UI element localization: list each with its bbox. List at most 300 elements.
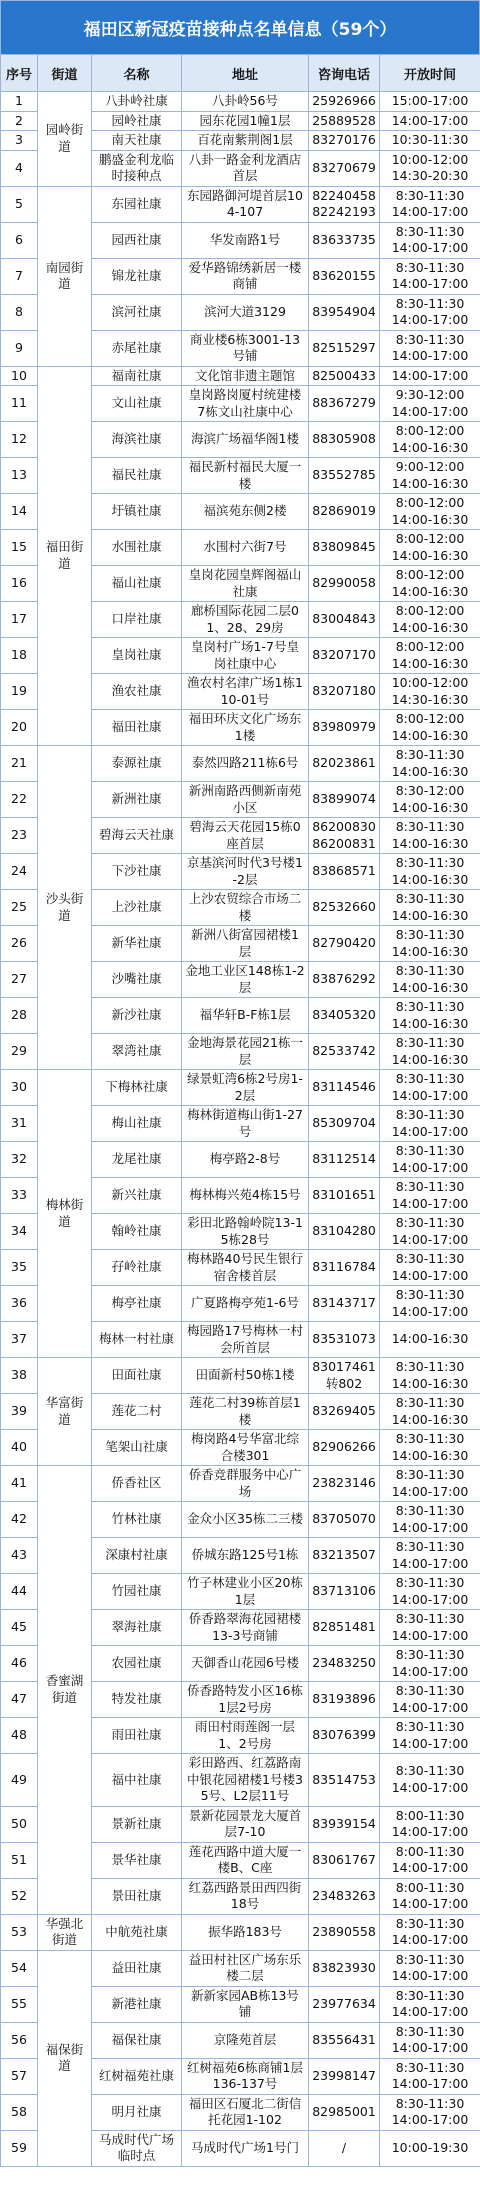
row-number: 6 bbox=[1, 222, 38, 258]
site-phone bbox=[309, 386, 380, 422]
time-slot: 8:30-11:30 bbox=[395, 1107, 465, 1122]
site-address: 梅林路40号民生银行宿舍楼首层 bbox=[182, 1250, 309, 1286]
site-address: 金地工业区148栋1-2层 bbox=[182, 962, 309, 998]
site-phone bbox=[309, 1574, 380, 1610]
time-slot: 14:00-17:00 bbox=[391, 240, 469, 255]
row-number: 48 bbox=[1, 1718, 38, 1754]
phone-number: 83101651 bbox=[312, 1187, 376, 1203]
site-phone bbox=[309, 710, 380, 746]
opening-hours bbox=[380, 2058, 480, 2094]
phone-number: 82500433 bbox=[312, 367, 376, 383]
table-row bbox=[1, 186, 480, 222]
site-phone bbox=[309, 1914, 380, 1950]
time-slot: 14:00-16:30 bbox=[391, 475, 469, 491]
time-slot: 14:00-17:00 bbox=[391, 1087, 469, 1103]
header-row bbox=[1, 55, 480, 92]
site-name: 赤尾社康 bbox=[92, 330, 182, 366]
site-name: 下梅林社康 bbox=[92, 1070, 182, 1106]
row-number: 11 bbox=[1, 386, 38, 422]
opening-hours bbox=[380, 1806, 480, 1842]
site-name: 新洲社康 bbox=[92, 782, 182, 818]
phone-number: 83112514 bbox=[312, 1151, 376, 1167]
site-phone bbox=[309, 1538, 380, 1574]
site-address: 京基滨河时代3号楼1-2层 bbox=[182, 854, 309, 890]
site-address: 彩田路西、红荔路南中银花园裙楼1号楼35号、L2层11号 bbox=[182, 1754, 309, 1807]
site-address: 福民新村福民大厦一楼 bbox=[182, 458, 309, 494]
time-slot: 14:00-17:00 bbox=[391, 2040, 469, 2055]
site-name: 笔架山社康 bbox=[92, 1430, 182, 1466]
site-address: 梅岗路4号华富北综合楼301 bbox=[182, 1430, 309, 1466]
row-number: 55 bbox=[1, 1986, 38, 2022]
phone-number: 86200830 bbox=[312, 819, 376, 834]
time-slot: 10:30-11:30 bbox=[391, 132, 469, 147]
site-name: 翠湾社康 bbox=[92, 1034, 182, 1070]
opening-hours bbox=[380, 1178, 480, 1214]
row-number: 49 bbox=[1, 1754, 38, 1807]
phone-number: 83556431 bbox=[312, 2031, 376, 2047]
time-slot: 14:00-16:30 bbox=[391, 1375, 469, 1391]
site-phone bbox=[309, 1754, 380, 1807]
row-number: 38 bbox=[1, 1358, 38, 1394]
site-address: 景新花园景龙大厦首层7-10 bbox=[182, 1806, 309, 1842]
opening-hours bbox=[380, 458, 480, 494]
site-address: 东园路御河堤首层104-107 bbox=[182, 186, 309, 222]
opening-hours bbox=[380, 1842, 480, 1878]
site-phone bbox=[309, 1718, 380, 1754]
time-slot: 8:00-12:00 bbox=[395, 423, 465, 438]
phone-number: 23977634 bbox=[312, 1995, 376, 2011]
time-slot: 14:00-16:30 bbox=[391, 511, 469, 527]
time-slot: 8:30-11:30 bbox=[395, 1035, 465, 1050]
table-row bbox=[1, 1466, 480, 1502]
opening-hours bbox=[380, 962, 480, 998]
site-name: 南天社康 bbox=[92, 131, 182, 151]
phone-number: 82515297 bbox=[312, 339, 376, 355]
opening-hours bbox=[380, 1214, 480, 1250]
site-address: 文化馆非遗主题馆 bbox=[182, 366, 309, 386]
site-address: 泰然四路211栋6号 bbox=[182, 746, 309, 782]
column-header-name: 名称 bbox=[92, 55, 182, 92]
opening-hours bbox=[380, 566, 480, 602]
table-row bbox=[1, 1070, 480, 1106]
time-slot: 14:00-17:00 bbox=[391, 112, 469, 128]
opening-hours bbox=[380, 782, 480, 818]
opening-hours bbox=[380, 294, 480, 330]
time-slot: 14:00-17:00 bbox=[391, 312, 469, 327]
row-number: 3 bbox=[1, 131, 38, 151]
phone-number: 83954904 bbox=[312, 303, 376, 319]
time-slot: 14:30-16:30 bbox=[391, 691, 469, 707]
row-number: 50 bbox=[1, 1806, 38, 1842]
site-name: 碧海云天社康 bbox=[92, 818, 182, 854]
phone-number: 83531073 bbox=[312, 1331, 376, 1347]
site-address: 皇岗村广场1-7号皇岗社康中心 bbox=[182, 638, 309, 674]
site-phone bbox=[309, 926, 380, 962]
opening-hours bbox=[380, 2022, 480, 2058]
site-name: 梅林一村社康 bbox=[92, 1322, 182, 1358]
phone-number: 83514753 bbox=[312, 1771, 376, 1787]
site-address: 彩田北路翰岭院13-15栋28号 bbox=[182, 1214, 309, 1250]
row-number: 28 bbox=[1, 998, 38, 1034]
time-slot: 14:00-16:30 bbox=[391, 547, 469, 563]
site-address: 碧海云天花园15栋0座首层 bbox=[182, 818, 309, 854]
opening-hours bbox=[380, 494, 480, 530]
phone-number: 25889528 bbox=[312, 112, 376, 128]
time-slot: 8:30-12:00 bbox=[395, 783, 465, 798]
opening-hours bbox=[380, 186, 480, 222]
site-address: 梅亭路2-8号 bbox=[182, 1142, 309, 1178]
site-name: 红树福苑社康 bbox=[92, 2058, 182, 2094]
row-number: 35 bbox=[1, 1250, 38, 1286]
site-phone bbox=[309, 366, 380, 386]
row-number: 39 bbox=[1, 1394, 38, 1430]
opening-hours bbox=[380, 131, 480, 151]
time-slot: 8:30-11:30 bbox=[395, 1987, 465, 2003]
opening-hours bbox=[380, 818, 480, 854]
site-name: 文山社康 bbox=[92, 386, 182, 422]
time-slot: 9:00-12:00 bbox=[395, 459, 465, 474]
row-number: 42 bbox=[1, 1502, 38, 1538]
time-slot: 14:00-17:00 bbox=[391, 1968, 469, 1983]
time-slot: 14:00-17:00 bbox=[391, 1627, 469, 1643]
site-address: 福田区石厦北二街信托花园1-102 bbox=[182, 2094, 309, 2130]
site-address: 华发南路1号 bbox=[182, 222, 309, 258]
opening-hours bbox=[380, 1574, 480, 1610]
site-address: 新洲八街富园裙楼1层 bbox=[182, 926, 309, 962]
opening-hours bbox=[380, 890, 480, 926]
time-slot: 14:00-16:30 bbox=[391, 619, 469, 635]
page-title: 福田区新冠疫苗接种点名单信息（59个） bbox=[0, 0, 480, 54]
phone-number: 83116784 bbox=[312, 1259, 376, 1275]
row-number: 5 bbox=[1, 186, 38, 222]
row-number: 20 bbox=[1, 710, 38, 746]
site-address: 百花南紫荆阁1层 bbox=[182, 131, 309, 151]
site-address: 渔农村名津广场1栋110-01号 bbox=[182, 674, 309, 710]
site-phone bbox=[309, 1322, 380, 1358]
site-name: 田面社康 bbox=[92, 1358, 182, 1394]
opening-hours bbox=[380, 2130, 480, 2166]
site-phone bbox=[309, 92, 380, 112]
site-name: 下沙社康 bbox=[92, 854, 182, 890]
phone-number: 83868571 bbox=[312, 863, 376, 879]
site-phone bbox=[309, 1070, 380, 1106]
site-address: 梅园路17号梅林一村会所首层 bbox=[182, 1322, 309, 1358]
time-slot: 14:00-17:00 bbox=[391, 1267, 469, 1283]
time-slot: 8:30-11:30 bbox=[395, 1763, 465, 1779]
site-phone bbox=[309, 186, 380, 222]
time-slot: 8:00-11:30 bbox=[395, 1807, 465, 1823]
row-number: 9 bbox=[1, 330, 38, 366]
site-name: 园岭社康 bbox=[92, 111, 182, 131]
opening-hours bbox=[380, 1986, 480, 2022]
opening-hours bbox=[380, 1142, 480, 1178]
table-row bbox=[1, 366, 480, 386]
time-slot: 8:30-11:30 bbox=[395, 819, 465, 834]
street-name: 南园街道 bbox=[38, 186, 92, 366]
time-slot: 8:30-11:30 bbox=[395, 1179, 465, 1194]
phone-number: 83004843 bbox=[312, 611, 376, 627]
phone-number: 82906266 bbox=[312, 1439, 376, 1455]
opening-hours bbox=[380, 1430, 480, 1466]
site-address: 雨田村雨莲阁一层1、2号房 bbox=[182, 1718, 309, 1754]
row-number: 51 bbox=[1, 1842, 38, 1878]
site-name: 景新社康 bbox=[92, 1806, 182, 1842]
time-slot: 8:30-11:30 bbox=[395, 2023, 465, 2039]
site-address: 八卦岭56号 bbox=[182, 92, 309, 112]
time-slot: 8:00-12:00 bbox=[395, 711, 465, 726]
site-name: 福民社康 bbox=[92, 458, 182, 494]
site-name: 梅山社康 bbox=[92, 1106, 182, 1142]
site-phone bbox=[309, 674, 380, 710]
time-slot: 14:00-17:00 bbox=[391, 1824, 469, 1839]
opening-hours bbox=[380, 1718, 480, 1754]
phone-number: 23998147 bbox=[312, 2067, 376, 2083]
time-slot: 10:00-12:00 bbox=[391, 151, 469, 167]
time-slot: 8:30-11:30 bbox=[395, 891, 465, 906]
site-name: 莲花二村 bbox=[92, 1394, 182, 1430]
row-number: 13 bbox=[1, 458, 38, 494]
phone-number: 83823930 bbox=[312, 1959, 376, 1975]
time-slot: 10:00-12:00 bbox=[391, 675, 469, 690]
site-phone bbox=[309, 2094, 380, 2130]
time-slot: 14:00-16:30 bbox=[391, 763, 469, 779]
row-number: 41 bbox=[1, 1466, 38, 1502]
opening-hours bbox=[380, 530, 480, 566]
time-slot: 15:00-17:00 bbox=[391, 93, 469, 108]
opening-hours bbox=[380, 422, 480, 458]
site-name: 水围社康 bbox=[92, 530, 182, 566]
phone-number: 82023861 bbox=[312, 755, 376, 771]
time-slot: 14:00-17:00 bbox=[391, 1663, 469, 1679]
site-address: 侨香路特发小区16栋1层2号房 bbox=[182, 1682, 309, 1718]
time-slot: 8:30-11:30 bbox=[395, 1915, 465, 1931]
site-phone bbox=[309, 1842, 380, 1878]
site-name: 深康村社康 bbox=[92, 1538, 182, 1574]
table-row bbox=[1, 1358, 480, 1394]
time-slot: 8:30-11:30 bbox=[395, 1431, 465, 1446]
phone-number: 83193896 bbox=[312, 1691, 376, 1707]
row-number: 22 bbox=[1, 782, 38, 818]
time-slot: 14:00-17:00 bbox=[391, 276, 469, 291]
row-number: 59 bbox=[1, 2130, 38, 2166]
row-number: 2 bbox=[1, 111, 38, 131]
site-phone bbox=[309, 854, 380, 890]
opening-hours bbox=[380, 92, 480, 112]
time-slot: 14:00-16:30 bbox=[391, 979, 469, 995]
time-slot: 14:00-17:00 bbox=[391, 1932, 469, 1947]
phone-number: 83980979 bbox=[312, 719, 376, 735]
opening-hours bbox=[380, 1322, 480, 1358]
table-row bbox=[1, 1950, 480, 1986]
row-number: 24 bbox=[1, 854, 38, 890]
table-body bbox=[1, 92, 480, 2167]
site-name: 福中社康 bbox=[92, 1754, 182, 1807]
site-phone bbox=[309, 1106, 380, 1142]
street-name: 华富街道 bbox=[38, 1358, 92, 1466]
time-slot: 10:00-19:30 bbox=[391, 2139, 469, 2155]
site-phone bbox=[309, 2130, 380, 2166]
site-address: 上沙农贸综合市场二楼 bbox=[182, 890, 309, 926]
site-phone bbox=[309, 150, 380, 186]
site-name: 泰源社康 bbox=[92, 746, 182, 782]
phone-number: 83207180 bbox=[312, 683, 376, 699]
opening-hours bbox=[380, 1754, 480, 1807]
row-number: 53 bbox=[1, 1914, 38, 1950]
time-slot: 8:30-11:30 bbox=[395, 1683, 465, 1698]
site-phone bbox=[309, 2022, 380, 2058]
time-slot: 14:00-17:00 bbox=[391, 1519, 469, 1535]
time-slot: 8:00-11:30 bbox=[395, 1843, 465, 1859]
site-address: 八卦一路金利龙酒店首层 bbox=[182, 150, 309, 186]
row-number: 23 bbox=[1, 818, 38, 854]
opening-hours bbox=[380, 674, 480, 710]
site-phone bbox=[309, 111, 380, 131]
time-slot: 8:00-12:00 bbox=[395, 531, 465, 546]
site-name: 新华社康 bbox=[92, 926, 182, 962]
time-slot: 14:00-17:00 bbox=[391, 1195, 469, 1211]
site-address: 侨香竞群服务中心广场 bbox=[182, 1466, 309, 1502]
site-name: 龙尾社康 bbox=[92, 1142, 182, 1178]
time-slot: 8:00-12:00 bbox=[395, 567, 465, 582]
site-phone bbox=[309, 131, 380, 151]
site-phone bbox=[309, 962, 380, 998]
time-slot: 8:30-11:30 bbox=[395, 1359, 465, 1374]
site-name: 农园社康 bbox=[92, 1646, 182, 1682]
time-slot: 8:30-11:30 bbox=[395, 2095, 465, 2111]
time-slot: 8:30-11:30 bbox=[395, 1719, 465, 1734]
site-phone bbox=[309, 1502, 380, 1538]
phone-number: 23483263 bbox=[312, 1887, 376, 1903]
site-phone bbox=[309, 1466, 380, 1502]
column-header-address: 地址 bbox=[182, 55, 309, 92]
time-slot: 8:00-11:30 bbox=[395, 1879, 465, 1895]
site-name: 皇岗社康 bbox=[92, 638, 182, 674]
site-name: 益田社康 bbox=[92, 1950, 182, 1986]
site-phone bbox=[309, 998, 380, 1034]
time-slot: 14:00-16:30 bbox=[391, 1331, 469, 1347]
site-address: 莲花西路中道大厦一楼B、C座 bbox=[182, 1842, 309, 1878]
time-slot: 8:00-12:00 bbox=[395, 639, 465, 654]
opening-hours bbox=[380, 1950, 480, 1986]
row-number: 7 bbox=[1, 258, 38, 294]
phone-number: 83104280 bbox=[312, 1223, 376, 1239]
phone-number: 83552785 bbox=[312, 467, 376, 483]
opening-hours bbox=[380, 854, 480, 890]
site-name: 八卦岭社康 bbox=[92, 92, 182, 112]
site-phone bbox=[309, 530, 380, 566]
row-number: 1 bbox=[1, 92, 38, 112]
time-slot: 14:00-17:00 bbox=[391, 1779, 469, 1795]
opening-hours bbox=[380, 1466, 480, 1502]
row-number: 19 bbox=[1, 674, 38, 710]
opening-hours bbox=[380, 1286, 480, 1322]
site-name: 海滨社康 bbox=[92, 422, 182, 458]
phone-number: 83809845 bbox=[312, 539, 376, 555]
opening-hours bbox=[380, 1682, 480, 1718]
phone-number: 83207170 bbox=[312, 647, 376, 663]
opening-hours bbox=[380, 1394, 480, 1430]
site-address: 侨香路翠海花园裙楼13-3号商铺 bbox=[182, 1610, 309, 1646]
site-name: 福南社康 bbox=[92, 366, 182, 386]
opening-hours bbox=[380, 1034, 480, 1070]
row-number: 12 bbox=[1, 422, 38, 458]
site-name: 福保社康 bbox=[92, 2022, 182, 2058]
time-slot: 14:00-17:00 bbox=[391, 1555, 469, 1571]
site-phone bbox=[309, 1358, 380, 1394]
time-slot: 8:00-12:00 bbox=[395, 603, 465, 618]
row-number: 10 bbox=[1, 366, 38, 386]
site-phone bbox=[309, 458, 380, 494]
street-name: 华强北街道 bbox=[38, 1914, 92, 1950]
row-number: 15 bbox=[1, 530, 38, 566]
opening-hours bbox=[380, 1502, 480, 1538]
time-slot: 14:00-16:30 bbox=[391, 799, 469, 815]
site-address: 滨河大道3129 bbox=[182, 294, 309, 330]
site-address: 振华路183号 bbox=[182, 1914, 309, 1950]
site-name: 马成时代广场临时点 bbox=[92, 2130, 182, 2166]
site-phone bbox=[309, 422, 380, 458]
phone-number: 83017461 bbox=[312, 1359, 376, 1374]
phone-number: 转802 bbox=[325, 1375, 363, 1391]
row-number: 54 bbox=[1, 1950, 38, 1986]
time-slot: 8:30-11:30 bbox=[395, 1951, 465, 1967]
row-number: 27 bbox=[1, 962, 38, 998]
time-slot: 14:00-17:00 bbox=[391, 1860, 469, 1875]
site-phone bbox=[309, 1142, 380, 1178]
row-number: 47 bbox=[1, 1682, 38, 1718]
opening-hours bbox=[380, 2094, 480, 2130]
opening-hours bbox=[380, 638, 480, 674]
site-address: 红树福苑6栋商铺1层136-137号 bbox=[182, 2058, 309, 2094]
site-name: 鹏盛金利龙临时接种点 bbox=[92, 150, 182, 186]
site-address: 新洲南路西侧新南苑小区 bbox=[182, 782, 309, 818]
site-name: 沙嘴社康 bbox=[92, 962, 182, 998]
row-number: 46 bbox=[1, 1646, 38, 1682]
table-row bbox=[1, 92, 480, 112]
phone-number: 83405320 bbox=[312, 1007, 376, 1023]
row-number: 36 bbox=[1, 1286, 38, 1322]
site-name: 锦龙社康 bbox=[92, 258, 182, 294]
site-name: 梅亭社康 bbox=[92, 1286, 182, 1322]
time-slot: 14:00-16:30 bbox=[391, 727, 469, 743]
phone-number: 88367279 bbox=[312, 395, 376, 411]
street-name: 园岭街道 bbox=[38, 92, 92, 187]
phone-number: 86200831 bbox=[312, 835, 376, 851]
phone-number: 82790420 bbox=[312, 935, 376, 951]
site-name: 竹林社康 bbox=[92, 1502, 182, 1538]
site-address: 新新家园AB栋13号铺 bbox=[182, 1986, 309, 2022]
site-name: 新港社康 bbox=[92, 1986, 182, 2022]
site-address: 绿景虹湾6栋2号房1-2层 bbox=[182, 1070, 309, 1106]
time-slot: 14:00-16:30 bbox=[391, 943, 469, 959]
table-row bbox=[1, 1914, 480, 1950]
column-header-phone: 咨询电话 bbox=[309, 55, 380, 92]
site-name: 渔农社康 bbox=[92, 674, 182, 710]
phone-number: 23483250 bbox=[312, 1655, 376, 1671]
row-number: 40 bbox=[1, 1430, 38, 1466]
opening-hours bbox=[380, 1250, 480, 1286]
row-number: 17 bbox=[1, 602, 38, 638]
opening-hours bbox=[380, 998, 480, 1034]
site-phone bbox=[309, 602, 380, 638]
site-phone bbox=[309, 566, 380, 602]
time-slot: 8:30-11:30 bbox=[395, 1215, 465, 1230]
phone-number: 83633735 bbox=[312, 231, 376, 247]
time-slot: 9:30-12:00 bbox=[395, 387, 465, 402]
site-address: 梅林街道梅山街1-27号 bbox=[182, 1106, 309, 1142]
opening-hours bbox=[380, 602, 480, 638]
site-name: 翠海社康 bbox=[92, 1610, 182, 1646]
